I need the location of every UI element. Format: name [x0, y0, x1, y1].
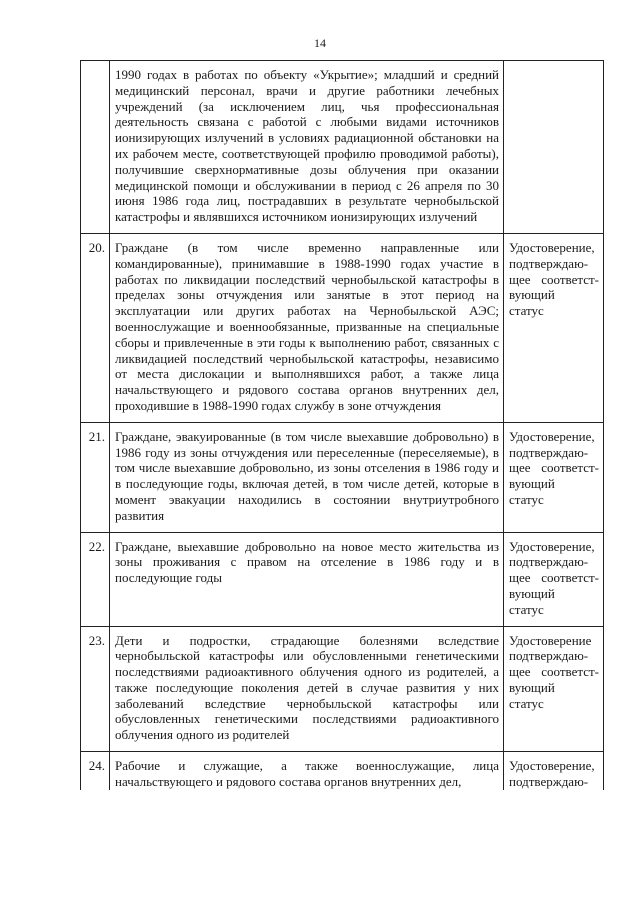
document-line: Удостоверение,: [509, 758, 595, 774]
document-line: подтверждаю-: [509, 255, 589, 271]
table-row: [81, 233, 604, 422]
row-number: 24.: [81, 752, 110, 790]
row-document: [504, 233, 604, 422]
row-number: 21.: [81, 422, 110, 532]
document-line: вующий: [509, 476, 555, 492]
row-document: [504, 422, 604, 532]
row-number: [81, 61, 110, 234]
document-line: статус: [509, 601, 544, 617]
document-line: статус: [509, 303, 544, 319]
row-document: [504, 752, 604, 790]
document-line: Удостоверение: [509, 632, 592, 648]
document-line: щее соответст-: [509, 570, 599, 586]
row-document: [504, 626, 604, 752]
row-description: Дети и подростки, страдающие болезнями вследствие чернобыльской катастрофы или обусловленными генетическими последствиями радиоактивного облучения одного из родителей, а также последующие поколения детей в случае развития у них заболеваний вследствие чернобыльской катастрофы или обусловленных генетическими последствиями радиоактивного облучения одного из родителей: [110, 626, 504, 752]
table-row: [81, 422, 604, 532]
document-line: подтверждаю-: [509, 444, 589, 460]
document-line: подтверждаю-: [509, 648, 589, 664]
table-row: [81, 752, 604, 790]
beneficiaries-table: [80, 60, 604, 790]
document-line: вующий: [509, 585, 555, 601]
document-line: Удостоверение,: [509, 538, 595, 554]
row-description: Рабочие и служащие, а также военнослужащие, лица начальствующего и рядового состава органов внутренних дел,: [110, 752, 504, 790]
row-description: Граждане, эвакуированные (в том числе выехавшие добровольно) в 1986 году из зоны отчуждения или переселенные (переселяемые), в том числе выехавшие добровольно, из зоны отселения в 1986 году и в последующие годы, включая детей, в том числе детей, которые в момент эвакуации находились в состоянии внутриутробного развития: [110, 422, 504, 532]
document-line: Удостоверение,: [509, 428, 595, 444]
row-description: Граждане, выехавшие добровольно на новое место жительства из зоны проживания с правом на отселение в 1986 году и в последующие годы: [110, 532, 504, 626]
document-line: вующий: [509, 679, 555, 695]
document-line: Удостоверение,: [509, 239, 595, 255]
table-row: [81, 532, 604, 626]
document-line: щее соответст-: [509, 664, 599, 680]
row-document: [504, 532, 604, 626]
table-row: [81, 626, 604, 752]
row-number: 23.: [81, 626, 110, 752]
page-number: 14: [314, 36, 326, 50]
document-line: подтверждаю-: [509, 773, 589, 789]
row-number: 22.: [81, 532, 110, 626]
row-document: [504, 61, 604, 234]
document-line: статус: [509, 695, 544, 711]
document-line: статус: [509, 491, 544, 507]
row-description: Граждане (в том числе временно направленные или командированные), принимавшие в 1988-1990 годах участие в работах по ликвидации последствий чернобыльской катастрофы в пределах зоны отчуждения или занятые в этот период на эксплуатации или других работах на Чернобыльской АЭС; военнослужащие и военнообязанные, призванные на специальные сборы и привлеченные в эти годы к выполнению работ, связанных с ликвидацией последствий чернобыльской катастрофы, независимо от места дислокации и выполнявшихся работ, а также лица начальствующего и рядового состава органов внутренних дел, проходившие в 1988-1990 годах службу в зоне отчуждения: [110, 233, 504, 422]
table-row: [81, 61, 604, 234]
row-description: 1990 годах в работах по объекту «Укрытие»; младший и средний медицинский персонал, врачи и другие работники лечебных учреждений (за исключением лиц, чья профессиональная деятельность связана с работой с любыми видами источников ионизирующих излучений в условиях радиационной обстановки на их рабочем месте, соответствующей профилю проводимой работы), получившие сверхнормативные дозы облучения при оказании медицинской помощи и обслуживании в период с 26 апреля по 30 июня 1986 года лиц, пострадавших в результате чернобыльской катастрофы и являвшихся источником ионизирующих излучений: [110, 61, 504, 234]
document-line: щее соответст-: [509, 271, 599, 287]
row-number: 20.: [81, 233, 110, 422]
document-line: подтверждаю-: [509, 554, 589, 570]
document-line: щее соответст-: [509, 460, 599, 476]
document-line: вующий: [509, 287, 555, 303]
